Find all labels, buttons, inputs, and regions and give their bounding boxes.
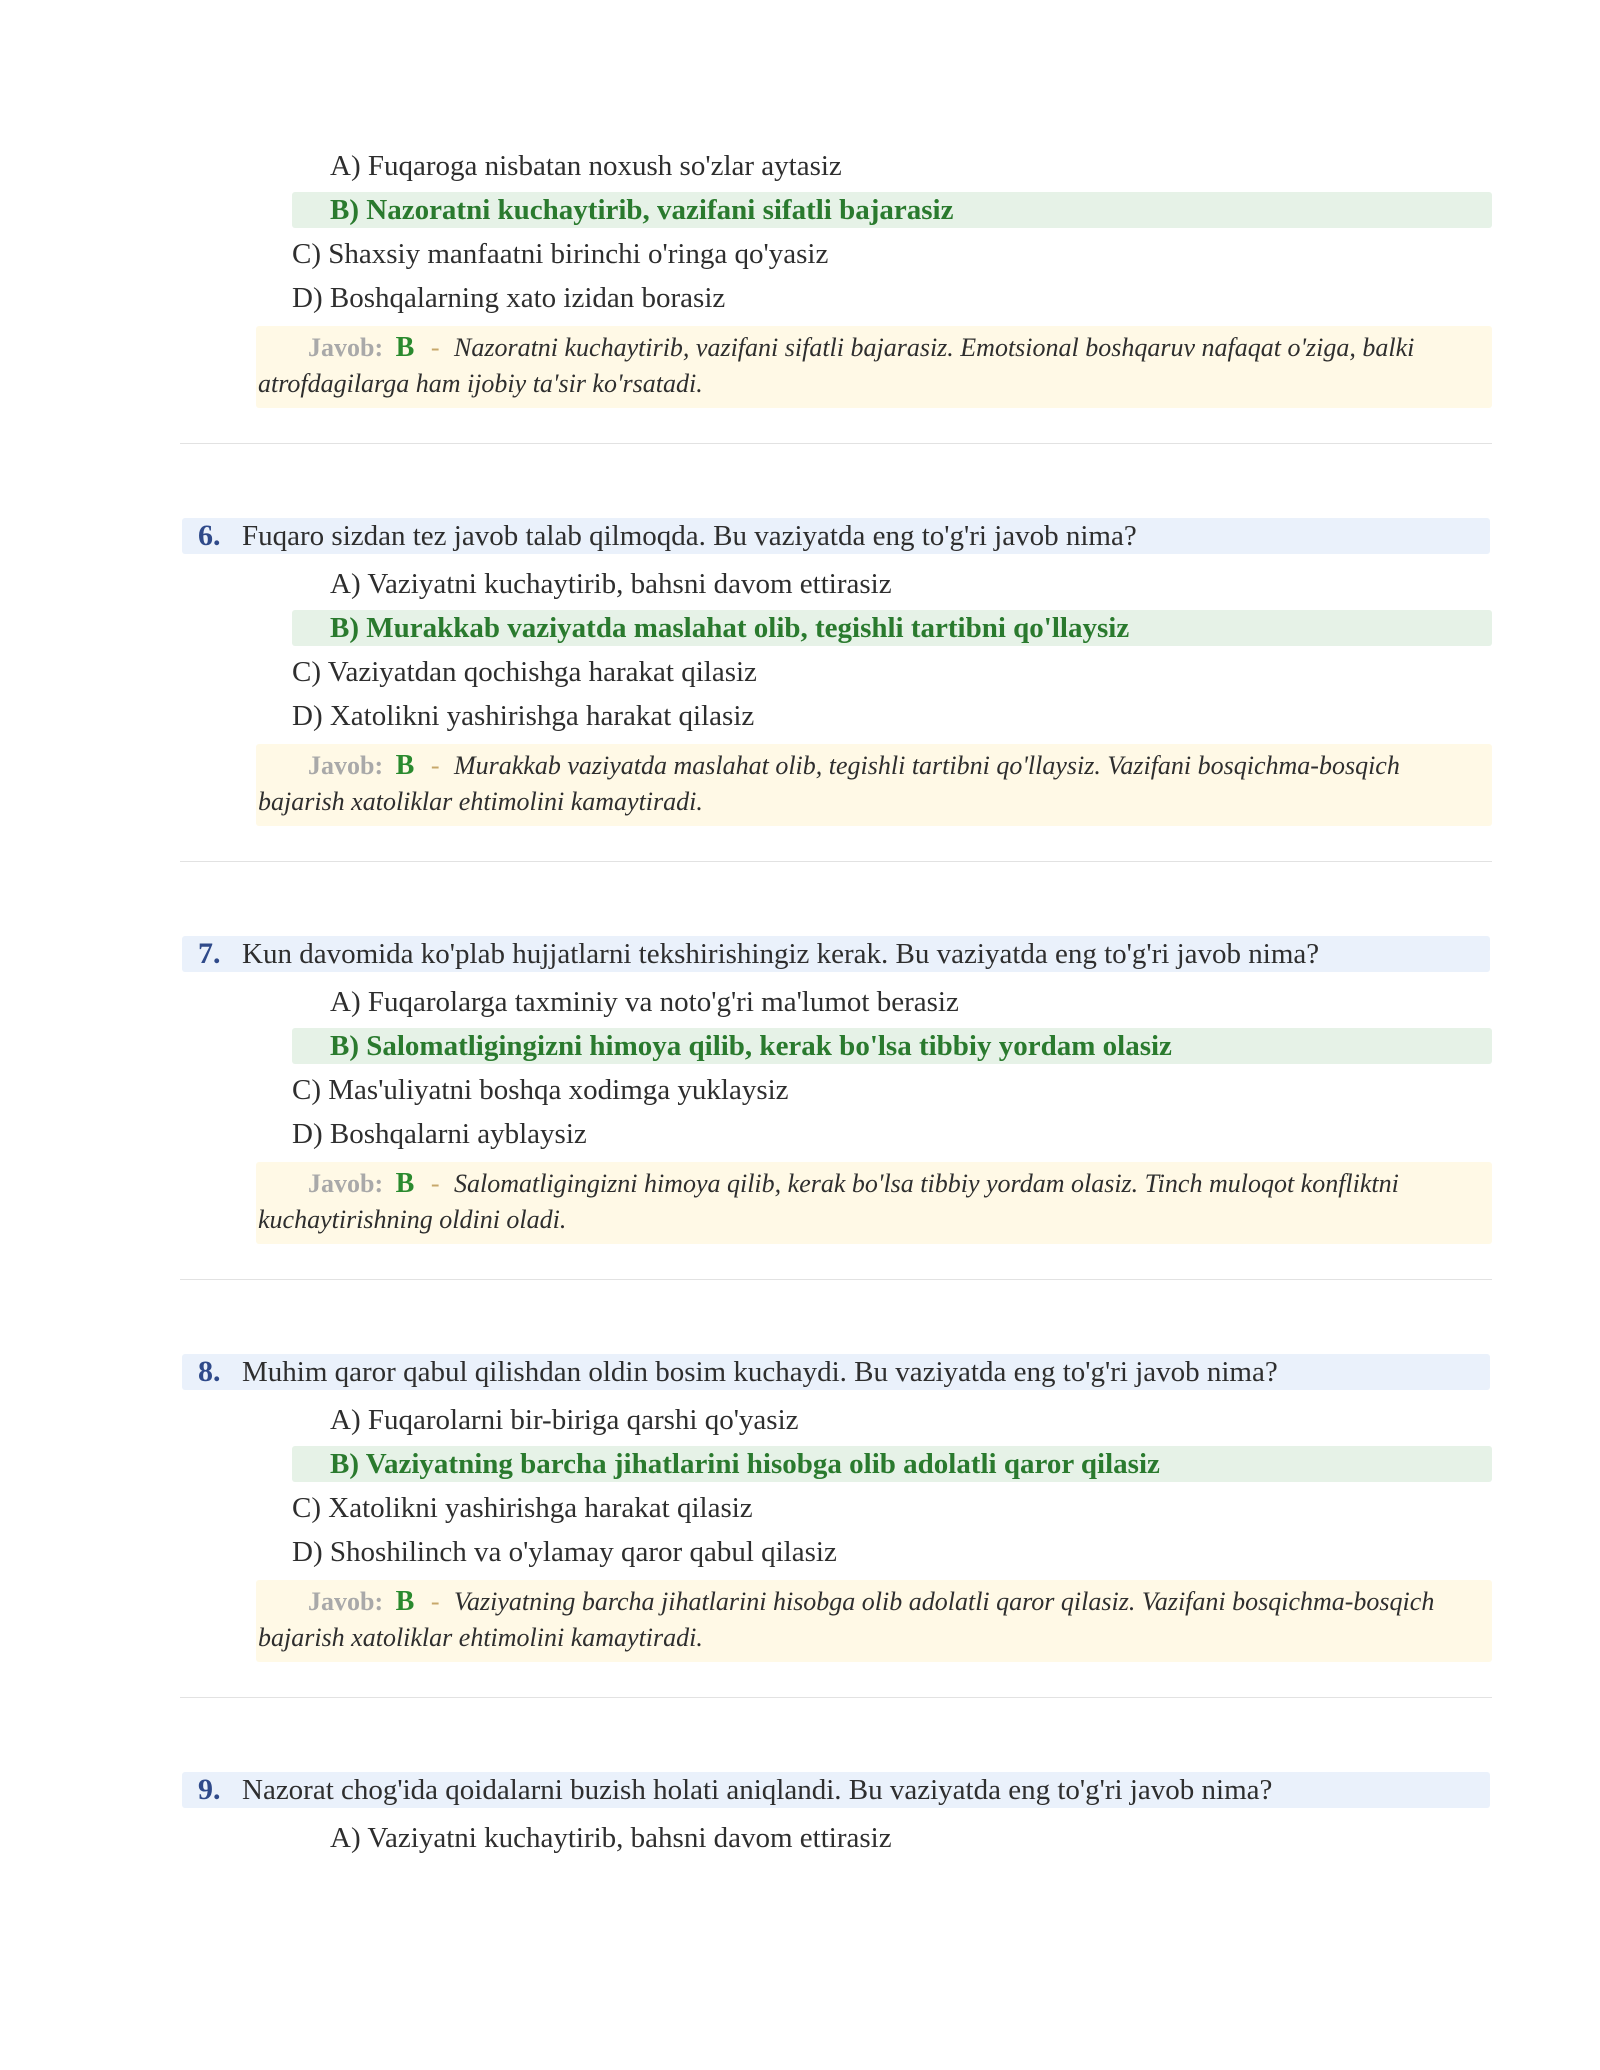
- divider: [180, 861, 1492, 862]
- option-c: C) Xatolikni yashirishga harakat qilasiz: [292, 1492, 753, 1524]
- answer-label: Javob:: [308, 333, 384, 362]
- option-c: C) Vaziyatdan qochishga harakat qilasiz: [292, 656, 757, 688]
- question-number: 8.: [198, 1355, 221, 1388]
- option-a: A) Vaziyatni kuchaytirib, bahsni davom ettirasiz: [330, 1822, 892, 1854]
- answer-key: B: [395, 332, 415, 363]
- option-b-text: B) Vaziyatning barcha jihatlarini hisobga olib adolatli qaror qilasiz: [330, 1448, 1160, 1480]
- answer-box: [256, 744, 1492, 826]
- option-b-correct: [292, 192, 1492, 228]
- option-a: A) Fuqarolarni bir-biriga qarshi qo'yasiz: [330, 1404, 799, 1436]
- answer-dash: -: [430, 1587, 440, 1616]
- question-text: Fuqaro sizdan tez javob talab qilmoqda. Bu vaziyatda eng to'g'ri javob nima?: [242, 520, 1137, 552]
- divider: [180, 1279, 1492, 1280]
- question-text: Kun davomida ko'plab hujjatlarni tekshirishingiz kerak. Bu vaziyatda eng to'g'ri javob nima?: [242, 938, 1320, 970]
- answer-dash: -: [430, 1169, 440, 1198]
- question-text: Muhim qaror qabul qilishdan oldin bosim kuchaydi. Bu vaziyatda eng to'g'ri javob nima?: [242, 1356, 1278, 1388]
- option-d: D) Boshqalarni ayblaysiz: [292, 1118, 587, 1150]
- option-d: D) Shoshilinch va o'ylamay qaror qabul qilasiz: [292, 1536, 837, 1568]
- question-number: 7.: [198, 937, 221, 970]
- answer-key: B: [395, 1168, 415, 1199]
- answer-text: Vaziyatning barcha jihatlarini hisobga olib adolatli qaror qilasiz. Vazifani bosqichma-bosqich bajarish xatoliklar ehtimolini kamaytiradi.: [258, 1587, 1435, 1652]
- answer-text: Salomatligingizni himoya qilib, kerak bo'lsa tibbiy yordam olasiz. Tinch muloqot konfliktni kuchaytirishning oldini oladi.: [258, 1169, 1399, 1234]
- option-d: D) Xatolikni yashirishga harakat qilasiz: [292, 700, 755, 732]
- question-text: Nazorat chog'ida qoidalarni buzish holati aniqlandi. Bu vaziyatda eng to'g'ri javob nima?: [242, 1774, 1273, 1806]
- option-b-text: B) Salomatligingizni himoya qilib, kerak bo'lsa tibbiy yordam olasiz: [330, 1030, 1172, 1062]
- question-number: 6.: [198, 519, 221, 552]
- option-c: C) Mas'uliyatni boshqa xodimga yuklaysiz: [292, 1074, 789, 1106]
- answer-box: [256, 1162, 1492, 1244]
- question-6: [182, 518, 1490, 554]
- answer-key: B: [395, 1586, 415, 1617]
- option-d: D) Boshqalarning xato izidan borasiz: [292, 282, 726, 314]
- option-b-correct: [292, 1028, 1492, 1064]
- option-c: C) Shaxsiy manfaatni birinchi o'ringa qo'yasiz: [292, 238, 829, 270]
- divider: [180, 443, 1492, 444]
- answer-label: Javob:: [308, 1169, 384, 1198]
- question-number: 9.: [198, 1773, 221, 1806]
- answer-box: [256, 326, 1492, 408]
- question-9: [182, 1772, 1490, 1808]
- option-b-correct: [292, 610, 1492, 646]
- answer-label: Javob:: [308, 751, 384, 780]
- option-b-text: B) Nazoratni kuchaytirib, vazifani sifatli bajarasiz: [330, 194, 954, 226]
- answer-text: Murakkab vaziyatda maslahat olib, tegishli tartibni qo'llaysiz. Vazifani bosqichma-bosqich bajarish xatoliklar ehtimolini kamaytiradi.: [258, 751, 1400, 816]
- option-a: A) Fuqarolarga taxminiy va noto'g'ri ma'lumot berasiz: [330, 986, 959, 1018]
- answer-text: Nazoratni kuchaytirib, vazifani sifatli bajarasiz. Emotsional boshqaruv nafaqat o'ziga, balki atrofdagilarga ham ijobiy ta'sir ko'rsatadi.: [258, 333, 1415, 398]
- option-b-correct: [292, 1446, 1492, 1482]
- question-7: [182, 936, 1490, 972]
- answer-box: [256, 1580, 1492, 1662]
- answer-dash: -: [430, 751, 440, 780]
- option-b-text: B) Murakkab vaziyatda maslahat olib, tegishli tartibni qo'llaysiz: [330, 612, 1130, 644]
- answer-label: Javob:: [308, 1587, 384, 1616]
- answer-dash: -: [430, 333, 440, 362]
- question-8: [182, 1354, 1490, 1390]
- divider: [180, 1697, 1492, 1698]
- answer-key: B: [395, 750, 415, 781]
- option-a: A) Vaziyatni kuchaytirib, bahsni davom ettirasiz: [330, 568, 892, 600]
- option-a: A) Fuqaroga nisbatan noxush so'zlar aytasiz: [330, 150, 842, 182]
